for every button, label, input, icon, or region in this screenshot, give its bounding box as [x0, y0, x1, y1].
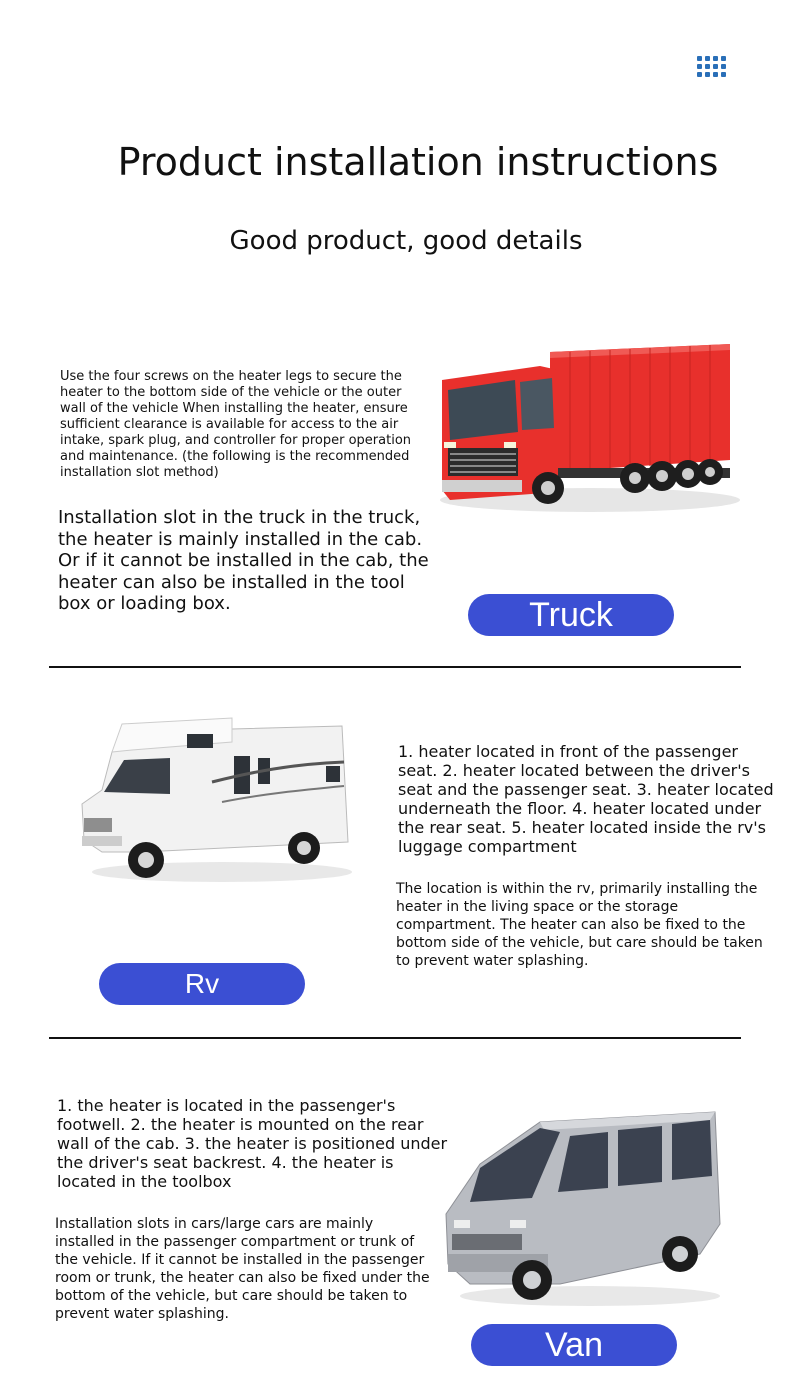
truck-label-button: Truck	[468, 594, 674, 636]
page-title: Product installation instructions	[117, 140, 719, 184]
rv-label-button: Rv	[99, 963, 305, 1005]
truck-description: Installation slot in the truck in the truck, the heater is mainly installed in the cab. Or if it cannot be installed in the cab, the heater can also be installed in the tool box or loading box.	[58, 507, 429, 614]
grid-dots-icon[interactable]	[697, 56, 729, 78]
van-location-list: 1. the heater is located in the passenger's footwell. 2. the heater is mounted on the rear wall of the cab. 3. the heater is positioned under the driver's seat backrest. 4. the heater is located in the toolbox	[57, 1096, 448, 1191]
page-subtitle: Good product, good details	[229, 226, 583, 256]
van-label-button: Van	[471, 1324, 677, 1366]
rv-description: The location is within the rv, primarily installing the heater in the living space or the storage compartment. The heater can also be fixed to the bottom side of the vehicle, but care should be taken to prevent water splashing.	[396, 881, 763, 969]
section-divider	[49, 666, 741, 668]
truck-image	[430, 340, 740, 520]
truck-intro-text: Use the four screws on the heater legs to secure the heater to the bottom side of the vehicle or the outer wall of the vehicle When installing the heater, ensure sufficient clearance is available for access to the air intake, spark plug, and controller for proper operation and maintenance. (the following is the recommended installation slot method)	[60, 369, 412, 480]
section-divider	[49, 1037, 741, 1039]
rv-image	[72, 712, 352, 892]
rv-location-list: 1. heater located in front of the passenger seat. 2. heater located between the driver's seat and the passenger seat. 3. heater located underneath the floor. 4. heater located under the rear seat. 5. heater located inside the rv's luggage compartment	[398, 742, 774, 856]
van-description: Installation slots in cars/large cars are mainly installed in the passenger compartment or trunk of the vehicle. If it cannot be installed in the passenger room or trunk, the heater can also be fixed under the bottom of the vehicle, but care should be taken to prevent water splashing.	[55, 1216, 430, 1322]
van-image	[440, 1104, 725, 1314]
